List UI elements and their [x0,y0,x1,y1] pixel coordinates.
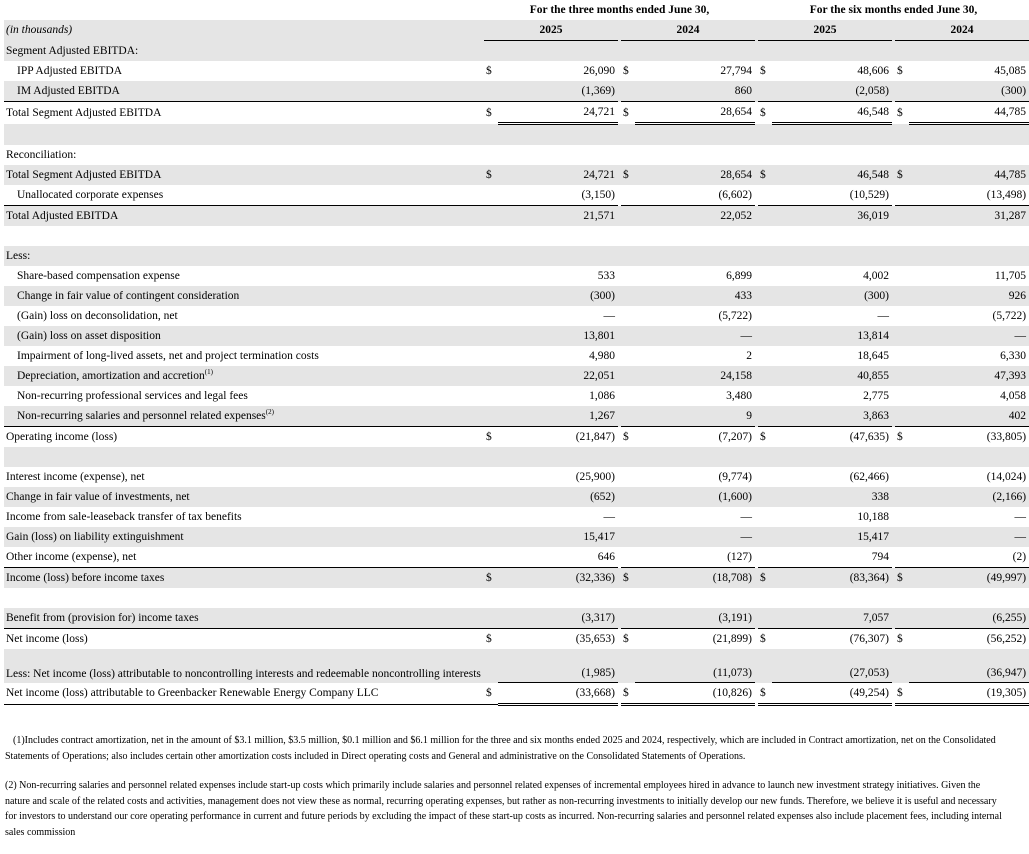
cell-value: (3,317) [498,608,618,629]
table-row [4,649,1029,683]
row-label: Income (loss) before income taxes [4,568,484,589]
cell-value: (9,774) [718,471,752,483]
table-row [4,608,1029,629]
year-q-2024: 2024 [621,20,755,41]
cell-value: 24,721 [498,102,618,124]
cell-value: 1,086 [589,390,615,402]
row-label: IPP Adjusted EBITDA [17,65,122,77]
row-label: Other income (expense), net [4,547,484,568]
cell-value: 3,480 [726,390,752,402]
dollar-sign: $ [760,633,766,645]
dollar-sign: $ [760,106,766,119]
cell-value: — [877,310,889,322]
cell-value: (10,529) [772,185,892,206]
cell-value: 15,417 [498,527,618,547]
cell-value: — [635,527,755,547]
dollar-sign: $ [486,431,492,443]
period-three-months: For the three months ended June 30, [529,4,710,16]
row-label: Non-recurring professional services and legal fees [17,390,248,402]
cell-value: 860 [635,81,755,102]
cell-value: (2) [909,547,1029,568]
dollar-sign: $ [760,431,766,443]
table-row [4,102,1029,124]
spacer-row [4,226,1029,246]
table-row [4,487,1029,507]
cell-value: — [635,326,755,346]
footnotes [5,733,1005,854]
row-label: Net income (loss) [6,633,88,645]
cell-value: (36,947) [909,649,1029,683]
cell-value: 31,287 [909,206,1029,227]
cell-value: (25,900) [575,471,615,483]
dollar-sign: $ [623,65,629,77]
cell-value: 4,980 [589,350,615,362]
table-row [4,467,1029,487]
year-ytd-2024: 2024 [895,20,1029,41]
cell-value: 21,571 [498,206,618,227]
footnote-marker: (1) [204,368,213,377]
footnote-marker: (2) [265,408,274,417]
dollar-sign: $ [895,683,909,705]
cell-value: 46,548 [772,165,892,185]
dollar-sign: $ [895,165,909,185]
cell-value: 28,654 [635,102,755,124]
dollar-sign: $ [897,65,903,77]
cell-value: 6,330 [1000,350,1027,362]
cell-value: (11,073) [635,649,755,683]
cell-value: (14,024) [986,471,1027,483]
cell-value: (49,997) [909,568,1029,589]
reconciliation-title: Reconciliation: [6,149,77,161]
cell-value: 402 [909,406,1029,427]
table-row [4,306,1029,326]
table-row [4,206,1029,227]
units-label: (in thousands) [4,20,484,41]
cell-value: 433 [635,286,755,306]
year-q-2025: 2025 [484,20,618,41]
row-label: Impairment of long-lived assets, net and project termination costs [17,350,319,362]
cell-value: (56,252) [986,633,1027,645]
cell-value: 22,051 [498,366,618,386]
cell-value: 47,393 [909,366,1029,386]
cell-value: 2,775 [863,390,889,402]
cell-value: 40,855 [772,366,892,386]
cell-value: (19,305) [909,683,1029,705]
cell-value: (6,602) [635,185,755,206]
cell-value: (300) [498,286,618,306]
row-label [4,406,484,427]
row-label: Total Segment Adjusted EBITDA [4,165,484,185]
cell-value: 24,158 [635,366,755,386]
table-row [4,185,1029,206]
cell-value: 10,188 [857,511,889,523]
less-title: Less: [4,246,484,266]
cell-value: 13,814 [772,326,892,346]
cell-value: (7,207) [718,431,752,443]
cell-value: (5,722) [992,310,1027,322]
cell-value: — [603,310,615,322]
cell-value: 6,899 [726,270,752,282]
section-title-row [4,246,1029,266]
row-label: Unallocated corporate expenses [4,185,484,206]
dollar-sign: $ [623,106,629,119]
spacer-row [4,124,1029,146]
cell-value: 48,606 [857,65,889,77]
cell-value: (49,254) [772,683,892,705]
dollar-sign: $ [621,165,635,185]
cell-value: 9 [635,406,755,427]
table-row [4,386,1029,406]
row-label: Total Segment Adjusted EBITDA [6,106,162,119]
cell-value: — [1014,511,1027,523]
reconciliation-table [4,0,1029,706]
row-label: Interest income (expense), net [6,471,145,483]
cell-value: — [603,511,615,523]
table-row [4,507,1029,527]
cell-value: — [909,326,1029,346]
spacer-row [4,447,1029,467]
dollar-sign: $ [623,431,629,443]
table-row [4,527,1029,547]
cell-value: 2 [746,350,752,362]
cell-value: (33,805) [986,431,1027,443]
period-header-row [4,0,1029,20]
cell-value: (652) [498,487,618,507]
row-label: Benefit from (provision for) income taxes [4,608,484,629]
table-row [4,406,1029,427]
table-row [4,629,1029,650]
cell-value: (18,708) [635,568,755,589]
table-row [4,346,1029,366]
table-row [4,366,1029,386]
cell-value: (33,668) [498,683,618,705]
row-label-text: Non-recurring salaries and personnel related expenses [17,410,266,422]
dollar-sign: $ [623,633,629,645]
cell-value: 44,785 [909,102,1029,124]
cell-value: (1,369) [498,81,618,102]
cell-value: 45,085 [994,65,1027,77]
cell-value: (1,985) [498,649,618,683]
cell-value: 11,705 [994,270,1027,282]
cell-value: — [740,511,752,523]
cell-value: 4,058 [1000,390,1027,402]
row-label-text: Depreciation, amortization and accretion [17,370,205,382]
spacer-row [4,588,1029,608]
cell-value: 22,052 [635,206,755,227]
cell-value: (127) [635,547,755,568]
cell-value: 4,002 [863,270,889,282]
year-header-row [4,20,1029,41]
row-label: (Gain) loss on asset disposition [4,326,484,346]
cell-value: (3,191) [635,608,755,629]
section-title-row [4,41,1029,62]
table-row [4,266,1029,286]
section-title-row [4,145,1029,165]
cell-value: (62,466) [849,471,889,483]
cell-value: — [909,527,1029,547]
cell-value: 28,654 [635,165,755,185]
dollar-sign: $ [760,65,766,77]
dollar-sign: $ [897,106,903,119]
dollar-sign: $ [621,568,635,589]
cell-value: (300) [909,81,1029,102]
dollar-sign: $ [897,431,903,443]
cell-value: 36,019 [772,206,892,227]
cell-value: 46,548 [772,102,892,124]
cell-value: (13,498) [909,185,1029,206]
row-label: Operating income (loss) [6,431,118,443]
cell-value: (83,364) [772,568,892,589]
row-label: IM Adjusted EBITDA [4,81,484,102]
dollar-sign: $ [621,683,635,705]
dollar-sign: $ [897,633,903,645]
cell-value: (5,722) [718,310,752,322]
dollar-sign: $ [486,106,492,119]
table-row [4,286,1029,306]
dollar-sign: $ [895,568,909,589]
table-row [4,165,1029,185]
cell-value: 7,057 [772,608,892,629]
cell-value: (300) [772,286,892,306]
dollar-sign: $ [758,568,772,589]
cell-value: (2,166) [909,487,1029,507]
cell-value: 18,645 [857,350,889,362]
cell-value: (10,826) [635,683,755,705]
cell-value: 15,417 [772,527,892,547]
row-label: Gain (loss) on liability extinguishment [4,527,484,547]
cell-value: (32,336) [498,568,618,589]
row-label [4,366,484,386]
footnote-2: (2) Non-recurring salaries and personnel related expenses include start-up costs which primarily include salaries and personnel related expenses of incremental employees hired in advance to launch new investment strategy initiatives. Given the nature and scale of the related costs and activities, management does not view these as normal, recurring operating expenses, but rather as non-recurring investments to initially develop our new funds. Therefore, we believe it is useful and necessary for investors to understand our core operating performance in current and future periods by excluding the impact of these start-up costs as incurred. Non-recurring salaries and personnel related expenses also include placement fees, including internal sales commission [5,780,1002,838]
table-row [4,326,1029,346]
cell-value: (27,053) [772,649,892,683]
cell-value: (21,847) [575,431,615,443]
segment-title: Segment Adjusted EBITDA: [4,41,484,62]
cell-value: 1,267 [498,406,618,427]
table-row [4,61,1029,81]
cell-value: (76,307) [849,633,889,645]
dollar-sign: $ [486,633,492,645]
cell-value: 44,785 [909,165,1029,185]
cell-value: 794 [772,547,892,568]
cell-value: (2,058) [772,81,892,102]
year-ytd-2025: 2025 [758,20,892,41]
row-label: Share-based compensation expense [17,270,180,282]
cell-value: (1,600) [635,487,755,507]
row-label: Net income (loss) attributable to Greenbacker Renewable Energy Company LLC [4,683,484,705]
cell-value: (3,150) [498,185,618,206]
cell-value: 338 [772,487,892,507]
period-six-months: For the six months ended June 30, [809,4,978,16]
table-row [4,568,1029,589]
row-label: Total Adjusted EBITDA [4,206,484,227]
cell-value: 24,721 [498,165,618,185]
cell-value: (47,635) [849,431,889,443]
cell-value: (6,255) [909,608,1029,629]
dollar-sign: $ [484,165,498,185]
row-label: Change in fair value of contingent consideration [4,286,484,306]
table-row [4,81,1029,102]
cell-value: 27,794 [720,65,752,77]
dollar-sign: $ [484,683,498,705]
cell-value: 26,090 [583,65,615,77]
dollar-sign: $ [758,683,772,705]
table-row [4,547,1029,568]
table-row [4,427,1029,448]
cell-value: (21,899) [712,633,752,645]
row-label: Less: Net income (loss) attributable to noncontrolling interests and redeemable noncontrolling interests [4,649,484,683]
cell-value: (35,653) [575,633,615,645]
row-label: Income from sale-leaseback transfer of tax benefits [6,511,242,523]
row-label: (Gain) loss on deconsolidation, net [17,310,178,322]
table-row [4,683,1029,705]
cell-value: 926 [909,286,1029,306]
cell-value: 13,801 [498,326,618,346]
dollar-sign: $ [484,568,498,589]
cell-value: 533 [597,270,615,282]
row-label: Change in fair value of investments, net [4,487,484,507]
dollar-sign: $ [758,165,772,185]
cell-value: 3,863 [772,406,892,427]
cell-value: 646 [498,547,618,568]
footnote-1: (1)Includes contract amortization, net in the amount of $3.1 million, $3.5 million, $0.1 million and $6.1 million for the three and six months ended 2025 and 2024, respectively, which are included in Contract amortization, net on the Consolidated Statements of Operations; also includes certain other amortization costs included in Direct operating costs and General and administrative on the Consolidated Statements of Operations. [5,735,996,762]
dollar-sign: $ [486,65,492,77]
